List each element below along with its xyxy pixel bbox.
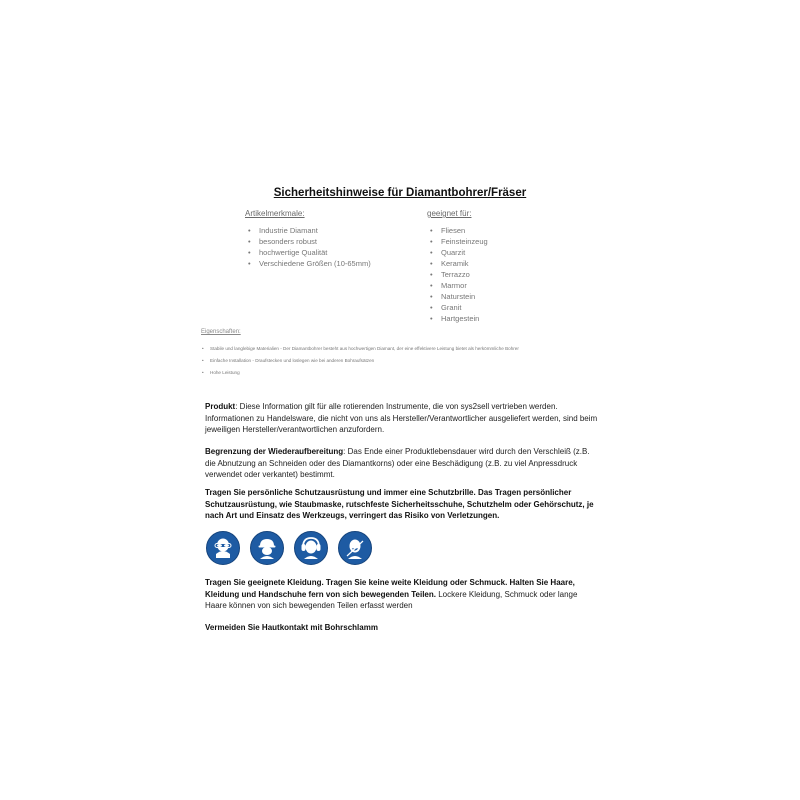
list-item: • Naturstein — [441, 291, 577, 302]
ppe-paragraph — [205, 487, 600, 522]
document-title: Sicherheitshinweise für Diamantbohrer/Fräser — [273, 187, 527, 199]
list-item: • Hohe Leistung — [210, 367, 630, 379]
reprocessing-text: : Das Ende einer Produktlebensdauer wird durch den Verschleiß (z.B. die Abnutzung an Schneiden oder des Diamantkorns) oder eine Beschädigung (z.B. zu viel Anpressdruck verwendet oder verkantet) bestimmt. — [205, 447, 590, 479]
product-label: Produkt — [205, 402, 236, 411]
clothing-text: Lockere Kleidung, Schmuck oder lange Haare können von sich bewegenden Teilen erfasst werden — [205, 589, 578, 610]
list-item: • Industrie Diamant — [259, 225, 425, 236]
list-item: • Granit — [441, 302, 577, 313]
clothing-paragraph — [205, 577, 600, 612]
hard-hat-icon — [250, 531, 284, 565]
skin-contact-paragraph — [205, 622, 600, 634]
ear-protection-icon — [294, 531, 328, 565]
list-item: • Quarzit — [441, 247, 577, 258]
list-item: • Terrazzo — [441, 269, 577, 280]
features-heading: Artikelmerkmale: — [245, 209, 305, 218]
features-list — [245, 225, 425, 269]
ppe-text: Tragen Sie persönliche Schutzausrüstung und immer eine Schutzbrille. Das Tragen persönlicher Schutzausrüstung, wie Staubmaske, rutschfeste Sicherheitsschuhe, Schutzhelm oder Gehörschutz, je nach Art und Einsatz des Werkzeugs, verringert das Risiko von Verletzungen. — [205, 488, 594, 520]
reprocessing-paragraph — [205, 446, 600, 481]
suitable-heading: geeignet für: — [427, 209, 472, 218]
list-item: • besonders robust — [259, 236, 425, 247]
list-item: • Einfache Installation - Draufstecken und loslegen wie bei anderen Bohraufsätzen — [210, 355, 630, 367]
suitable-list — [427, 225, 577, 324]
product-text: : Diese Information gilt für alle rotierenden Instrumente, die von sys2sell vertrieben werden. Informationen zu Handelsware, die nicht von uns als Hersteller/Verantwortlicher ausgeliefert werden, sind beim jeweiligen Hersteller/verantwortlichen anzufordern. — [205, 402, 598, 434]
list-item: • Marmor — [441, 280, 577, 291]
dust-mask-icon — [338, 531, 372, 565]
list-item: • Hartgestein — [441, 313, 577, 324]
list-item: • hochwertige Qualität — [259, 247, 425, 258]
safety-icons-row — [206, 531, 372, 567]
list-item: • Verschiedene Größen (10-65mm) — [259, 258, 425, 269]
list-item: • Fliesen — [441, 225, 577, 236]
properties-list — [201, 343, 630, 379]
product-paragraph — [205, 401, 600, 436]
properties-heading: Eigenschaften: — [201, 329, 241, 335]
skin-contact-text: Vermeiden Sie Hautkontakt mit Bohrschlamm — [205, 623, 378, 632]
reprocessing-label: Begrenzung der Wiederaufbereitung — [205, 447, 344, 456]
clothing-bold-text: Tragen Sie geeignete Kleidung. Tragen Sie keine weite Kleidung oder Schmuck. Halten Sie Haare, Kleidung und Handschuhe fern von sich bewegenden Teilen. — [205, 578, 575, 599]
safety-goggles-icon — [206, 531, 240, 565]
list-item: • Feinsteinzeug — [441, 236, 577, 247]
list-item: • Keramik — [441, 258, 577, 269]
suitable-column — [427, 209, 577, 324]
list-item: • Stabile und langlebige Materialien - Der Diamantbohrer besteht aus hochwertigen Diamant, der eine effektivere Leistung bietet als herkömmliche Bohrer — [210, 343, 630, 355]
features-column — [245, 209, 425, 269]
